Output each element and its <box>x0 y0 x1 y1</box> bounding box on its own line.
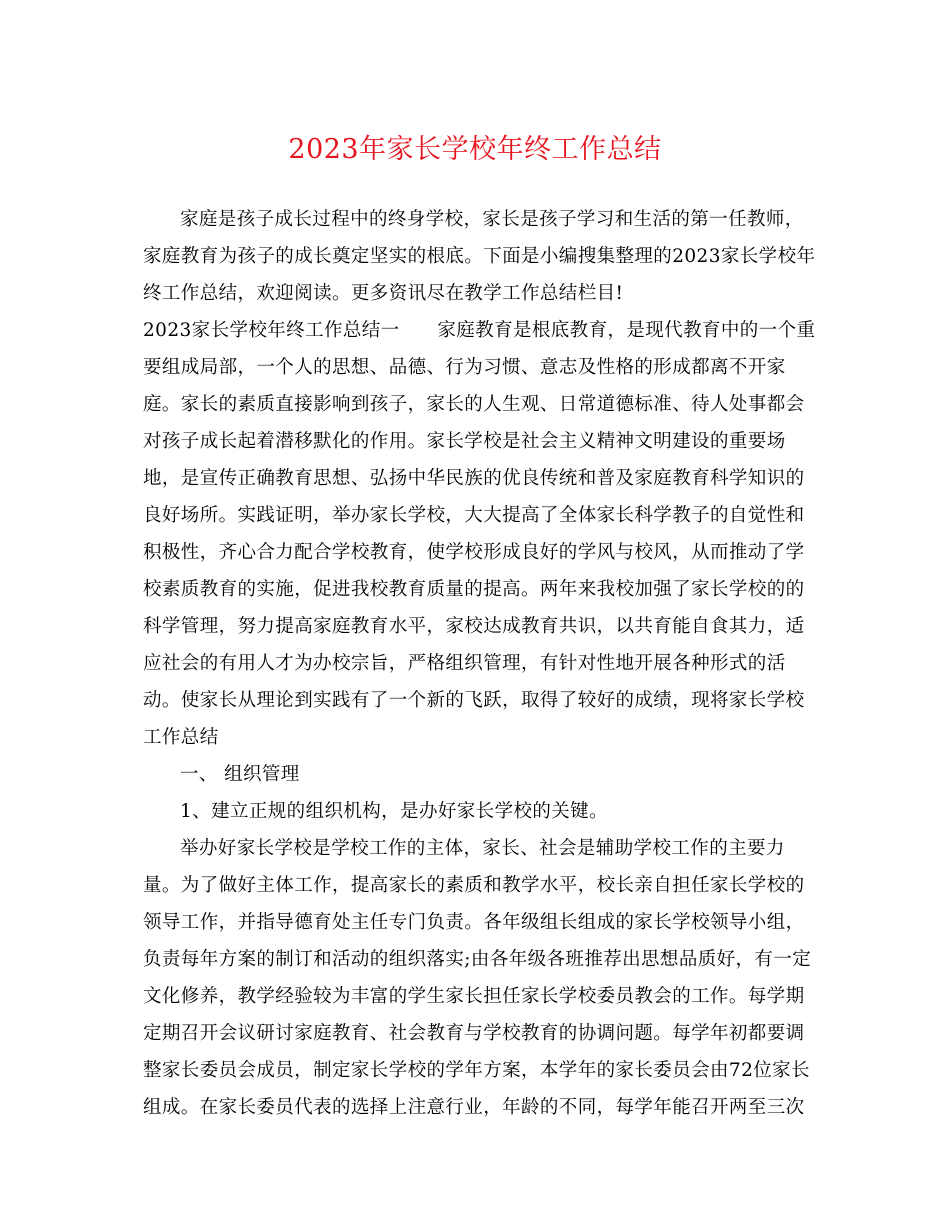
paragraph-line: 要组成局部，一个人的思想、品德、行为习惯、意志及性格的形成都离不开家 <box>143 357 786 378</box>
paragraph-line: 量。为了做好主体工作，提高家长的素质和教学水平，校长亲自担任家长学校的 <box>143 875 805 896</box>
paragraph-line: 地，是宣传正确教育思想、弘扬中华民族的优良传统和普及家庭教育科学知识的 <box>143 468 805 489</box>
paragraph-line: 应社会的有用人才为办校宗旨，严格组织管理，有针对性地开展各种形式的活 <box>143 653 786 674</box>
paragraph-line: 校素质教育的实施，促进我校教育质量的提高。两年来我校加强了家长学校的的 <box>143 579 805 600</box>
paragraph-line: 家庭教育为孩子的成长奠定坚实的根底。下面是小编搜集整理的2023家长学校年 <box>143 246 816 267</box>
paragraph-line: 终工作总结，欢迎阅读。更多资讯尽在教学工作总结栏目! <box>143 283 624 304</box>
paragraph-line: 工作总结 <box>143 727 219 748</box>
paragraph-line: 文化修养，教学经验较为丰富的学生家长担任家长学校委员教会的工作。每学期 <box>143 986 805 1007</box>
paragraph-line: 积极性，齐心合力配合学校教育，使学校形成良好的学风与校风，从而推动了学 <box>143 542 805 563</box>
subsection-heading: 1、建立正规的组织机构，是办好家长学校的关键。 <box>180 801 608 822</box>
paragraph-line: 动。使家长从理论到实践有了一个新的飞跃，取得了较好的成绩，现将家长学校 <box>143 690 805 711</box>
section-heading: 一、 组织管理 <box>180 764 300 785</box>
paragraph-line: 家庭是孩子成长过程中的终身学校，家长是孩子学习和生活的第一任教师， <box>180 209 804 230</box>
paragraph-line: 科学管理，努力提高家庭教育水平，家校达成教育共识，以共育能自食其力，适 <box>143 616 805 637</box>
paragraph-line: 良好场所。实践证明，举办家长学校，大大提高了全体家长科学教子的自觉性和 <box>143 505 805 526</box>
paragraph-line: 组成。在家长委员代表的选择上注意行业，年龄的不同，每学年能召开两至三次 <box>143 1097 805 1118</box>
paragraph-line: 领导工作，并指导德育处主任专门负责。各年级组长组成的家长学校领导小组， <box>143 912 805 933</box>
paragraph-line: 2023家长学校年终工作总结一 家庭教育是根底教育，是现代教育中的一个重 <box>143 320 816 341</box>
paragraph-line: 整家长委员会成员，制定家长学校的学年方案，本学年的家长委员会由72位家长 <box>143 1060 810 1081</box>
document-title: 2023年家长学校年终工作总结 <box>288 134 662 165</box>
paragraph-line: 庭。家长的素质直接影响到孩子，家长的人生观、日常道德标准、待人处事都会 <box>143 394 805 415</box>
paragraph-line: 负责每年方案的制订和活动的组织落实;由各年级各班推荐出思想品质好，有一定 <box>143 949 812 970</box>
paragraph-line: 举办好家长学校是学校工作的主体，家长、社会是辅助学校工作的主要力 <box>180 838 785 859</box>
paragraph-line: 对孩子成长起着潜移默化的作用。家长学校是社会主义精神文明建设的重要场 <box>143 431 786 452</box>
paragraph-line: 定期召开会议研讨家庭教育、社会教育与学校教育的协调问题。每学年初都要调 <box>143 1023 805 1044</box>
